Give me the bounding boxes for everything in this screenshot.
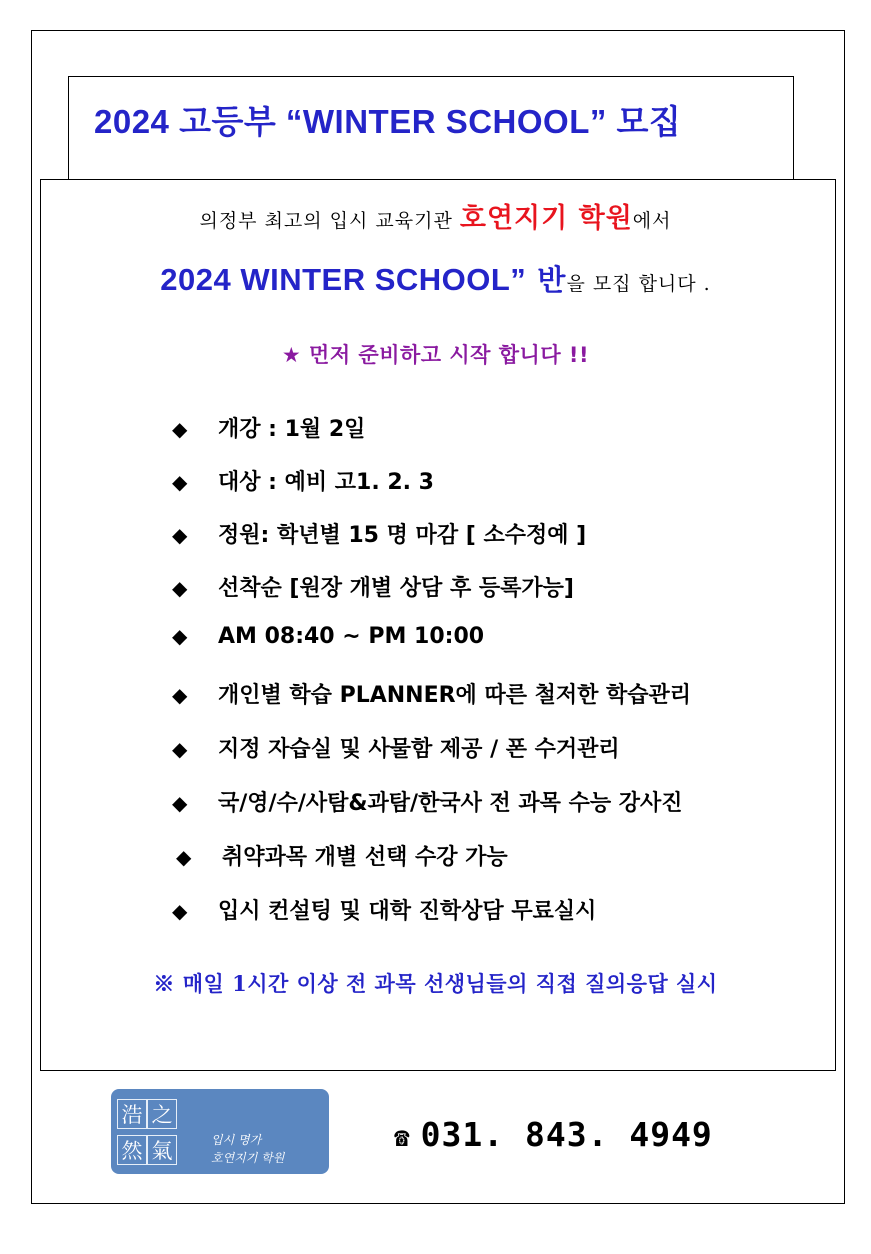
- telephone-icon: ☎: [394, 1123, 411, 1153]
- list-item-text: 지정 자습실 및 사물함 제공 / 폰 수거관리: [218, 737, 620, 762]
- diamond-bullet-icon: ◆: [172, 417, 188, 441]
- diamond-bullet-icon: ◆: [172, 683, 188, 707]
- diamond-bullet-icon: ◆: [172, 470, 188, 494]
- logo-char: 然: [117, 1135, 147, 1165]
- intro-prefix: 의정부 최고의 입시 교육기관: [199, 210, 460, 232]
- list-item-text: 선착순 [원장 개별 상담 후 등록가능]: [218, 576, 574, 601]
- list-item: [172, 894, 596, 925]
- intro-line-2: [0, 258, 871, 299]
- logo-char: 浩: [117, 1099, 147, 1129]
- recruit-text: 을 모집 합니다 .: [566, 273, 711, 295]
- diamond-bullet-icon: ◆: [172, 899, 188, 923]
- logo-char: 氣: [147, 1135, 177, 1165]
- prepare-slogan: ★ 먼저 준비하고 시작 합니다 !!: [281, 343, 590, 367]
- logo-academy-name: 호연지기 학원: [211, 1151, 285, 1165]
- phone-number-text: 031. 843. 4949: [420, 1115, 713, 1154]
- diamond-bullet-icon: ◆: [172, 523, 188, 547]
- list-item: [172, 678, 691, 709]
- list-item: [172, 412, 365, 443]
- logo-tagline: 입시 명가: [211, 1133, 262, 1147]
- academy-logo: [111, 1089, 329, 1174]
- page-title: 2024 고등부 “WINTER SCHOOL” 모집: [94, 103, 682, 140]
- list-item: [172, 518, 586, 549]
- program-class: 반: [526, 263, 567, 297]
- list-item: [172, 465, 434, 496]
- list-item-text: AM 08:40 ~ PM 10:00: [218, 624, 485, 649]
- program-name: 2024 WINTER SCHOOL”: [160, 262, 527, 297]
- list-item: [172, 786, 683, 817]
- list-item-text: 대상 : 예비 고1. 2. 3: [218, 470, 434, 495]
- list-item-text: 개인별 학습 PLANNER에 따른 철저한 학습관리: [218, 683, 692, 708]
- diamond-bullet-icon: ◆: [172, 737, 188, 761]
- list-item: [172, 624, 484, 649]
- diamond-bullet-icon: ◆: [172, 791, 188, 815]
- intro-suffix: 에서: [632, 210, 672, 232]
- list-item-text: 입시 컨설팅 및 대학 진학상담 무료실시: [218, 899, 597, 924]
- daily-qa-notice: ※ 매일 1시간 이상 전 과목 선생님들의 직접 질의응답 실시: [153, 971, 718, 996]
- list-item-text: 개강 : 1월 2일: [218, 417, 366, 442]
- intro-line-1: [0, 196, 871, 235]
- academy-name: 호연지기 학원: [459, 203, 633, 234]
- list-item: [172, 732, 620, 763]
- list-item: [176, 840, 508, 871]
- list-item-text: 취약과목 개별 선택 수강 가능: [222, 845, 508, 870]
- diamond-bullet-icon: ◆: [176, 845, 192, 869]
- diamond-bullet-icon: ◆: [172, 576, 188, 600]
- list-item-text: 정원: 학년별 15 명 마감 [ 소수정예 ]: [218, 523, 587, 548]
- list-item: [172, 571, 574, 602]
- logo-char: 之: [147, 1099, 177, 1129]
- list-item-text: 국/영/수/사탐&과탐/한국사 전 과목 수능 강사진: [218, 791, 683, 816]
- phone-number: [394, 1115, 713, 1154]
- diamond-bullet-icon: ◆: [172, 624, 188, 648]
